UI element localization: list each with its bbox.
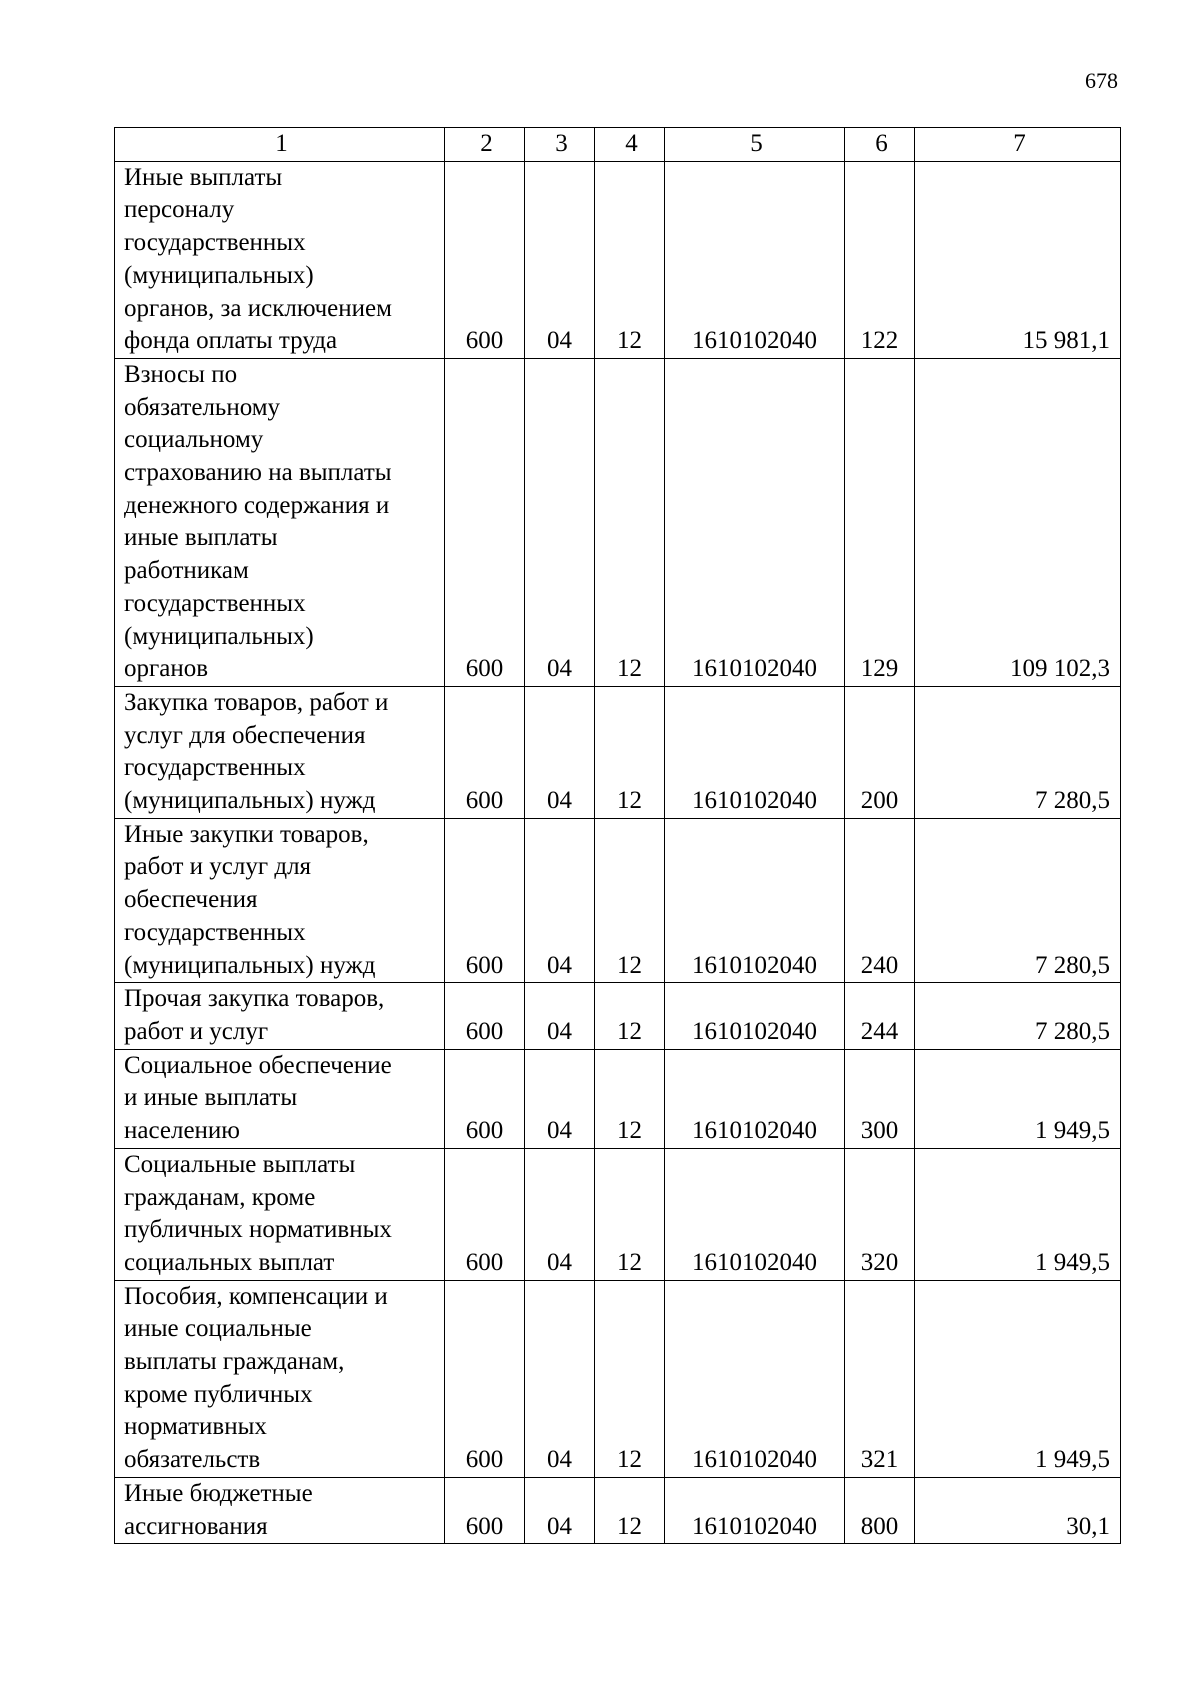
code-cell-5: 1610102040 — [665, 983, 845, 1049]
code-cell-6: 244 — [845, 983, 915, 1049]
amount-cell: 1 949,5 — [915, 1049, 1121, 1148]
row-name-cell — [115, 1280, 445, 1477]
code-cell-3: 04 — [525, 818, 595, 983]
row-name-line: Социальные выплаты — [124, 1150, 356, 1178]
row-name-line: обеспечения — [124, 886, 258, 914]
code-cell-2: 600 — [445, 1049, 525, 1148]
code-cell-4: 12 — [595, 1280, 665, 1477]
table-row — [115, 358, 1121, 686]
code-cell-3: 04 — [525, 1049, 595, 1148]
code-cell-4: 12 — [595, 686, 665, 818]
code-cell-4: 12 — [595, 1148, 665, 1280]
row-name-line: обязательств — [124, 1446, 261, 1474]
row-name-line: Иные выплаты — [124, 163, 283, 191]
row-name-line: и иные выплаты — [124, 1084, 298, 1112]
row-name-line: иные выплаты — [124, 524, 278, 552]
row-name-line: государственных — [124, 589, 306, 617]
amount-cell: 15 981,1 — [915, 161, 1121, 358]
row-name-line: нормативных — [124, 1413, 267, 1441]
row-name-line: фонда оплаты труда — [124, 327, 338, 355]
row-name-line: (муниципальных) — [124, 622, 314, 650]
code-cell-6: 300 — [845, 1049, 915, 1148]
row-name-cell — [115, 358, 445, 686]
row-name-line: органов, за исключением — [124, 294, 392, 322]
row-name-line: Пособия, компенсации и — [124, 1282, 388, 1310]
code-cell-6: 321 — [845, 1280, 915, 1477]
code-cell-2: 600 — [445, 983, 525, 1049]
row-name-line: социальному — [124, 426, 264, 454]
row-name-line: Иные закупки товаров, — [124, 820, 369, 848]
row-name-line: Социальное обеспечение — [124, 1051, 392, 1079]
row-name-line: страхованию на выплаты — [124, 459, 392, 487]
code-cell-5: 1610102040 — [665, 1148, 845, 1280]
code-cell-4: 12 — [595, 818, 665, 983]
header-cell: 5 — [665, 128, 845, 162]
table-row — [115, 1049, 1121, 1148]
row-name-line: персоналу — [124, 196, 235, 224]
row-name-line: публичных нормативных — [124, 1216, 392, 1244]
row-name-line: иные социальные — [124, 1315, 312, 1343]
row-name-line: (муниципальных) нужд — [124, 951, 376, 979]
code-cell-2: 600 — [445, 1148, 525, 1280]
row-name-cell — [115, 1049, 445, 1148]
code-cell-2: 600 — [445, 358, 525, 686]
table-row — [115, 818, 1121, 983]
row-name-line: Взносы по — [124, 360, 238, 388]
header-cell: 7 — [915, 128, 1121, 162]
code-cell-6: 129 — [845, 358, 915, 686]
row-name-line: денежного содержания и — [124, 491, 390, 519]
row-name-line: работникам — [124, 557, 249, 585]
code-cell-6: 320 — [845, 1148, 915, 1280]
table-row — [115, 161, 1121, 358]
row-name-line: гражданам, кроме — [124, 1183, 316, 1211]
row-name-line: государственных — [124, 754, 306, 782]
amount-cell: 1 949,5 — [915, 1280, 1121, 1477]
code-cell-5: 1610102040 — [665, 818, 845, 983]
code-cell-3: 04 — [525, 686, 595, 818]
header-row — [115, 128, 1121, 162]
row-name-line: работ и услуг — [124, 1017, 269, 1045]
row-name-line: Прочая закупка товаров, — [124, 985, 385, 1013]
row-name-cell — [115, 161, 445, 358]
header-cell: 4 — [595, 128, 665, 162]
code-cell-6: 800 — [845, 1477, 915, 1543]
amount-cell: 30,1 — [915, 1477, 1121, 1543]
row-name-line: Закупка товаров, работ и — [124, 688, 389, 716]
amount-cell: 7 280,5 — [915, 818, 1121, 983]
amount-cell: 109 102,3 — [915, 358, 1121, 686]
row-name-line: выплаты гражданам, — [124, 1348, 345, 1376]
table-row — [115, 1280, 1121, 1477]
row-name-line: ассигнования — [124, 1512, 268, 1540]
code-cell-3: 04 — [525, 1148, 595, 1280]
header-cell: 3 — [525, 128, 595, 162]
code-cell-5: 1610102040 — [665, 686, 845, 818]
code-cell-4: 12 — [595, 1477, 665, 1543]
row-name-line: государственных — [124, 918, 306, 946]
code-cell-5: 1610102040 — [665, 1280, 845, 1477]
code-cell-3: 04 — [525, 358, 595, 686]
row-name-line: (муниципальных) нужд — [124, 787, 376, 815]
row-name-line: государственных — [124, 229, 306, 257]
code-cell-4: 12 — [595, 1049, 665, 1148]
code-cell-3: 04 — [525, 161, 595, 358]
row-name-line: Иные бюджетные — [124, 1479, 313, 1507]
code-cell-5: 1610102040 — [665, 1049, 845, 1148]
code-cell-2: 600 — [445, 818, 525, 983]
code-cell-2: 600 — [445, 161, 525, 358]
code-cell-6: 200 — [845, 686, 915, 818]
code-cell-3: 04 — [525, 1477, 595, 1543]
code-cell-5: 1610102040 — [665, 1477, 845, 1543]
amount-cell: 7 280,5 — [915, 686, 1121, 818]
code-cell-2: 600 — [445, 1477, 525, 1543]
row-name-line: кроме публичных — [124, 1380, 313, 1408]
table-row — [115, 686, 1121, 818]
row-name-line: работ и услуг для — [124, 853, 312, 881]
code-cell-3: 04 — [525, 1280, 595, 1477]
code-cell-4: 12 — [595, 161, 665, 358]
code-cell-5: 1610102040 — [665, 161, 845, 358]
row-name-cell — [115, 983, 445, 1049]
row-name-line: населению — [124, 1117, 240, 1145]
code-cell-3: 04 — [525, 983, 595, 1049]
header-cell: 1 — [115, 128, 445, 162]
row-name-line: органов — [124, 655, 209, 683]
code-cell-2: 600 — [445, 686, 525, 818]
amount-cell: 1 949,5 — [915, 1148, 1121, 1280]
row-name-cell — [115, 686, 445, 818]
row-name-line: обязательному — [124, 393, 281, 421]
budget-table — [114, 127, 1121, 1544]
table-row — [115, 1477, 1121, 1543]
row-name-line: (муниципальных) — [124, 261, 314, 289]
row-name-line: услуг для обеспечения — [124, 721, 366, 749]
row-name-line: социальных выплат — [124, 1248, 335, 1276]
code-cell-6: 122 — [845, 161, 915, 358]
row-name-cell — [115, 1148, 445, 1280]
code-cell-6: 240 — [845, 818, 915, 983]
code-cell-5: 1610102040 — [665, 358, 845, 686]
page-number: 678 — [1085, 68, 1118, 93]
header-cell: 2 — [445, 128, 525, 162]
table-row — [115, 983, 1121, 1049]
table-row — [115, 1148, 1121, 1280]
row-name-cell — [115, 818, 445, 983]
table-body — [115, 161, 1121, 1544]
header-cell: 6 — [845, 128, 915, 162]
code-cell-4: 12 — [595, 358, 665, 686]
code-cell-4: 12 — [595, 983, 665, 1049]
amount-cell: 7 280,5 — [915, 983, 1121, 1049]
code-cell-2: 600 — [445, 1280, 525, 1477]
row-name-cell — [115, 1477, 445, 1543]
